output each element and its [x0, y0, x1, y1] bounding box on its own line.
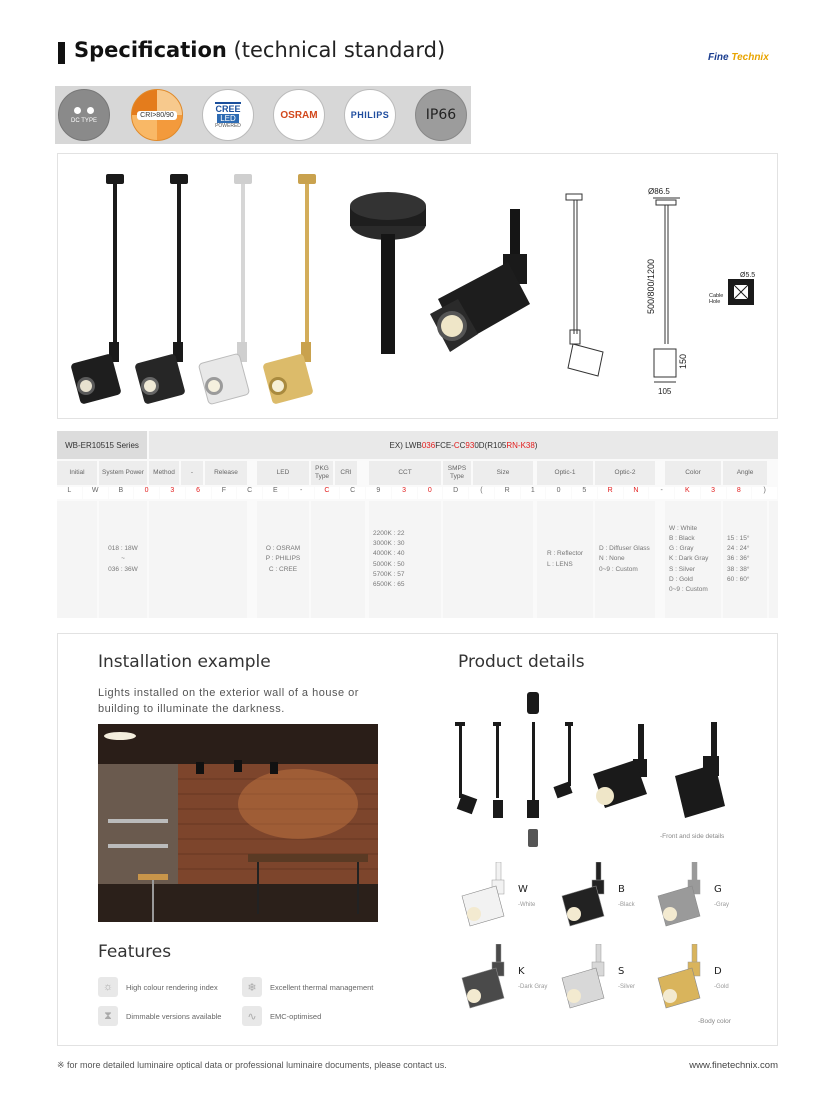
- spec-code-char: 3: [392, 487, 417, 499]
- dc-type-label: DC TYPE: [71, 117, 97, 124]
- color-name-label: -Black: [618, 902, 635, 908]
- color-swatch-lamp: [654, 862, 710, 932]
- lamp-white: [198, 174, 252, 405]
- installation-heading: Installation example: [98, 652, 271, 672]
- spec-code-char: B: [109, 487, 134, 499]
- color-opt-7: 0~9 : Custom: [669, 585, 708, 593]
- spec-column-header: System Power: [99, 461, 147, 485]
- spec-column-header: Method: [149, 461, 179, 485]
- spec-code-char: F: [212, 487, 237, 499]
- dim-top-dia: Ø86.5: [648, 187, 670, 196]
- dim-150: 150: [678, 353, 688, 369]
- spec-column-header: Initial: [57, 461, 97, 485]
- feature-dimmable-label: Dimmable versions available: [126, 1011, 222, 1021]
- spec-code-char: 0: [546, 487, 571, 499]
- color-code-label: B: [618, 884, 625, 895]
- cable-hole-drawing: [728, 279, 754, 305]
- spec-column-header: Color: [665, 461, 721, 485]
- features-heading: Features: [98, 942, 172, 962]
- color-opt-5: S : Silver: [669, 565, 696, 573]
- body-angle: [723, 501, 767, 618]
- feature-cri-label: High colour rendering index: [126, 982, 218, 992]
- dim-height: 500/800/1200: [646, 258, 656, 314]
- product-details-heading: Product details: [458, 652, 585, 672]
- spec-code-char: C: [315, 487, 340, 499]
- ip66-badge: [415, 89, 467, 141]
- feature-emc-label: EMC-optimised: [270, 1011, 322, 1021]
- ip66-label: IP66: [425, 107, 457, 123]
- color-swatch-lamp: [458, 862, 514, 932]
- spec-code-char: W: [83, 487, 108, 499]
- spec-column-header: SMPS Type: [443, 461, 471, 485]
- cree-led-badge: [202, 89, 254, 141]
- body-cct: [369, 501, 441, 618]
- power-3: 036 : 36W: [108, 565, 138, 573]
- spec-column-header: Angle: [723, 461, 767, 485]
- closeup-lamp: [350, 192, 530, 354]
- spec-code-char: 5: [572, 487, 597, 499]
- cct-6: 6500K : 65: [373, 580, 405, 588]
- spec-column-header: LED: [257, 461, 309, 485]
- spec-code-char: 3: [160, 487, 185, 499]
- brand-logo: [708, 52, 769, 63]
- color-opt-4: K : Dark Gray: [669, 555, 709, 563]
- cct-1: 2200K : 22: [373, 530, 405, 538]
- spec-code-char: C: [237, 487, 262, 499]
- certification-badges: [55, 86, 471, 144]
- body-pkg: [311, 501, 365, 618]
- spec-code-char: D: [443, 487, 468, 499]
- side-line-drawing: [566, 194, 603, 376]
- brand-logo-b: Technix: [731, 52, 769, 63]
- power-1: 018 : 18W: [108, 545, 138, 553]
- dim-105: 105: [658, 387, 672, 396]
- color-name-label: -White: [518, 902, 536, 908]
- example-part: 93: [465, 440, 475, 450]
- color-name-label: -Gray: [714, 902, 729, 908]
- angle-4: 38 : 38°: [727, 565, 750, 573]
- footer-url[interactable]: www.finetechnix.com: [689, 1060, 778, 1071]
- bulb-icon: ☼: [98, 977, 118, 997]
- installation-photo: [98, 724, 378, 922]
- product-lineup-illustration: [58, 154, 779, 420]
- color-swatch-lamp: [458, 944, 514, 1014]
- philips-badge: [344, 89, 396, 141]
- color-opt-1: W : White: [669, 525, 698, 533]
- spec-code-char: 9: [366, 487, 391, 499]
- color-name-label: -Gold: [714, 984, 729, 990]
- cct-2: 3000K : 30: [373, 540, 405, 548]
- footer-note: ※ for more detailed luminaire optical data or professional luminaire documents, please contact us.: [57, 1060, 447, 1070]
- example-parts: [422, 441, 538, 450]
- power-2: ~: [121, 555, 125, 563]
- spec-column-header: Optic-1: [537, 461, 593, 485]
- example-part: ): [534, 440, 538, 450]
- title-bold: Specification: [74, 38, 227, 62]
- front-side-illustration: [453, 684, 763, 849]
- feature-thermal-label: Excellent thermal management: [270, 982, 374, 992]
- spec-code-char: (: [469, 487, 494, 499]
- dc-plug-icon: [74, 107, 94, 114]
- body-smps-size: [443, 501, 533, 618]
- philips-label: PHILIPS: [350, 110, 390, 120]
- angle-1: 15 : 15°: [727, 535, 750, 543]
- angle-5: 60 : 60°: [727, 575, 750, 583]
- example-code: [149, 431, 778, 459]
- spec-code-table: [57, 431, 778, 618]
- body-led: [257, 501, 309, 618]
- wave-icon: ∿: [242, 1006, 262, 1026]
- example-part: 036: [421, 440, 436, 450]
- lamp-gold: [262, 174, 316, 405]
- optic1-2: L : LENS: [546, 560, 573, 568]
- page-title: [74, 38, 445, 62]
- osram-label: OSRAM: [280, 109, 318, 121]
- cree-label: CREE: [215, 103, 241, 114]
- example-part: 0D(R105: [474, 440, 507, 450]
- brand-logo-a: Fine: [708, 52, 732, 63]
- spec-code-char: L: [57, 487, 82, 499]
- body-method: [149, 501, 247, 618]
- spec-code-char: R: [495, 487, 520, 499]
- spec-column-header: CRI: [335, 461, 357, 485]
- spec-column-header: Release: [205, 461, 247, 485]
- spec-code-char: 1: [521, 487, 546, 499]
- cree-powered-label: POWERED: [215, 122, 241, 129]
- optic1-1: R : Reflector: [546, 550, 584, 558]
- spec-column-header: PKG Type: [311, 461, 333, 485]
- cable-hole-label-1: Cable: [709, 293, 724, 299]
- color-name-label: -Dark Gray: [518, 984, 548, 990]
- color-swatch-lamp: [558, 944, 614, 1014]
- color-code-label: S: [618, 966, 625, 977]
- example-part: RN-K38: [506, 440, 535, 450]
- lamp-black-1: [70, 174, 124, 405]
- cree-led-label: LED: [217, 114, 239, 123]
- feature-cri: [98, 977, 218, 997]
- installation-description: Lights installed on the exterior wall of a house or building to illuminate the darkness.: [98, 687, 359, 715]
- spec-code-char: K: [675, 487, 700, 499]
- body-system-power: [99, 501, 147, 618]
- spec-code-char: N: [624, 487, 649, 499]
- led-3: C : CREE: [268, 565, 298, 573]
- led-2: P : PHILIPS: [265, 555, 301, 563]
- spec-code-char: -: [649, 487, 674, 499]
- dim-hole-dia: Ø5.5: [740, 272, 756, 279]
- feature-dimmable: [98, 1006, 221, 1026]
- spec-code-char: 8: [727, 487, 752, 499]
- spec-column-header: Optic-2: [595, 461, 655, 485]
- color-swatch-lamp: [558, 862, 614, 932]
- feature-thermal: [242, 977, 373, 997]
- spec-code-char: ): [752, 487, 777, 499]
- body-optic1: [537, 501, 593, 618]
- spec-code-char: -: [289, 487, 314, 499]
- color-opt-2: B : Black: [669, 535, 695, 543]
- title-subtitle: (technical standard): [233, 38, 446, 62]
- spec-code-char: C: [340, 487, 365, 499]
- angle-2: 24 : 24°: [727, 545, 750, 553]
- cri-label: CRI>80/90: [137, 111, 177, 120]
- spec-code-char: 0: [418, 487, 443, 499]
- body-color-caption: -Body color: [698, 1018, 731, 1025]
- snowflake-icon: ❄: [242, 977, 262, 997]
- dc-type-badge: [58, 89, 110, 141]
- color-code-label: W: [518, 884, 528, 895]
- spec-column-header: CCT: [369, 461, 441, 485]
- cable-hole-label-2: Hole: [709, 299, 721, 305]
- spec-code-char: E: [263, 487, 288, 499]
- color-code-label: D: [714, 966, 722, 977]
- optic2-1: D : Diffuser Glass: [599, 545, 650, 553]
- example-part: FCE-: [435, 440, 454, 450]
- hourglass-icon: ⧗: [98, 1006, 118, 1026]
- body-color: [665, 501, 721, 618]
- front-side-caption: -Front and side details: [660, 833, 725, 840]
- color-code-label: K: [518, 966, 525, 977]
- spec-column-header: -: [181, 461, 203, 485]
- optic2-2: N : None: [599, 555, 625, 563]
- cct-3: 4000K : 40: [373, 550, 405, 558]
- body-optic2: [595, 501, 655, 618]
- color-code-label: G: [714, 884, 722, 895]
- title-accent-bar: [58, 42, 65, 64]
- body-end: [769, 501, 778, 618]
- spec-column-header: Size: [473, 461, 533, 485]
- spec-code-char: R: [598, 487, 623, 499]
- example-part: C: [453, 440, 460, 450]
- spec-code-char: 0: [134, 487, 159, 499]
- example-part: C: [459, 440, 466, 450]
- cri-badge: [131, 89, 183, 141]
- feature-emc: [242, 1006, 321, 1026]
- led-1: O : OSRAM: [265, 545, 301, 553]
- product-overview-panel: [57, 153, 778, 419]
- details-panel: [57, 633, 778, 1046]
- angle-3: 36 : 36°: [727, 555, 750, 563]
- dimension-drawing: [653, 198, 680, 382]
- lamp-black-2: [134, 174, 188, 405]
- spec-code-char: 3: [701, 487, 726, 499]
- color-opt-6: D : Gold: [669, 575, 693, 583]
- osram-badge: [273, 89, 325, 141]
- optic2-3: 0~9 : Custom: [599, 565, 638, 573]
- spec-code-char: 6: [186, 487, 211, 499]
- cct-4: 5000K : 50: [373, 560, 405, 568]
- cct-5: 5700K : 57: [373, 570, 405, 578]
- body-initial: [57, 501, 97, 618]
- color-opt-3: G : Gray: [669, 545, 694, 553]
- color-name-label: -Silver: [618, 984, 636, 990]
- series-name: WB-ER10515 Series: [57, 431, 147, 459]
- color-swatch-lamp: [654, 944, 710, 1014]
- example-prefix: EX) LWB: [389, 440, 422, 450]
